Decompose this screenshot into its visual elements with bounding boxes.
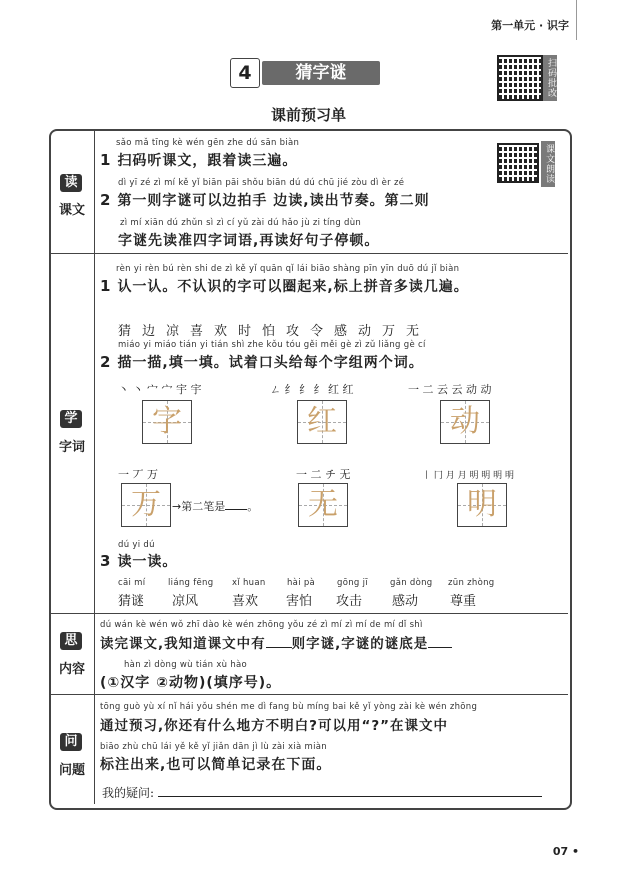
vocab-word: 攻击 xyxy=(336,594,363,609)
word-pinyin: cāi mí xyxy=(118,578,146,588)
read-badge: 读 xyxy=(60,174,82,192)
pinyin-line: sǎo mǎ tīng kè wén gēn zhe dú sān biàn xyxy=(116,138,300,148)
think-badge: 思 xyxy=(60,632,82,650)
doubt-label: 我的疑问: xyxy=(102,786,155,800)
tracing-char: 动 xyxy=(450,404,480,439)
read-item-2-text: 第一则字谜可以边拍手 边读,读出节奏。第二则 xyxy=(117,193,430,209)
stroke-order: 一 二 チ 无 xyxy=(296,468,351,481)
answer-blank[interactable] xyxy=(428,635,452,648)
qr-code-grading[interactable] xyxy=(497,55,543,101)
tracing-char: 万 xyxy=(131,487,161,522)
vocab-word: 害怕 xyxy=(286,594,313,609)
stroke-order: 丨 冂 月 月 明 明 明 明 xyxy=(422,471,515,481)
lesson-number: 4 xyxy=(230,58,260,88)
stroke-question: →第二笔是 。 xyxy=(172,497,258,514)
qr-code-reading[interactable] xyxy=(497,143,539,183)
row-divider xyxy=(51,253,568,254)
stroke-order: 一 二 云 云 动 动 xyxy=(408,383,492,396)
tracing-grid[interactable] xyxy=(121,483,171,527)
tracing-char: 无 xyxy=(308,487,338,522)
learn-badge: 学 xyxy=(60,410,82,428)
page-subtitle: 课前预习单 xyxy=(270,106,346,124)
pinyin-line: dì yī zé zì mí kě yǐ biān pāi shǒu biān dú dú chū jié zòu dì èr zé xyxy=(118,178,405,188)
answer-blank[interactable] xyxy=(225,497,247,510)
read-item-1: 1 扫码听课文，跟着读三遍。 xyxy=(100,151,298,169)
page-corner-decoration xyxy=(576,0,617,40)
think-line-1 xyxy=(100,632,452,652)
ask-line-1: 通过预习,你还有什么地方不明白?可以用“?”在课文中 xyxy=(100,718,449,734)
learn-item-3: 3 读一读。 xyxy=(100,552,178,570)
think-line-1a: 读完课文,我知道课文中有 xyxy=(100,636,266,652)
qr-tag-grading: 扫码批改 xyxy=(543,55,557,101)
pinyin-line: zì mí xiān dú zhǔn sì zì cí yǔ zài dú hǎo jù zi tíng dùn xyxy=(120,218,362,228)
arrow-right-icon: → xyxy=(172,500,182,513)
think-line-1b: 则字谜,字谜的谜底是 xyxy=(291,636,429,652)
page-number: 07 • xyxy=(552,845,579,858)
word-pinyin: xǐ huan xyxy=(232,578,266,588)
vocab-word: 尊重 xyxy=(450,594,477,609)
page-number-text: 07 xyxy=(552,845,569,858)
word-pinyin: gǎn dòng xyxy=(390,578,433,588)
row-divider xyxy=(51,613,568,614)
doubt-row xyxy=(102,784,542,801)
learn-label: 字词 xyxy=(58,440,85,455)
read-item-1-text: 扫码听课文，跟着读三遍。 xyxy=(117,153,298,169)
vocab-word: 感动 xyxy=(392,594,419,609)
lesson-title-block xyxy=(230,58,382,88)
pinyin-line: miáo yi miáo tián yi tián shì zhe kǒu tóu gěi měi gè zì zǔ liǎng gè cí xyxy=(118,340,426,350)
stroke-order: 一 丆 万 xyxy=(118,468,158,481)
think-line-2: (①汉字 ②动物)(填序号)。 xyxy=(100,675,282,691)
vocab-word: 猜谜 xyxy=(118,594,145,609)
stroke-order: ㄥ 纟 纟 纟 红 红 xyxy=(270,383,354,396)
word-pinyin: hài pà xyxy=(287,578,316,588)
tracing-grid[interactable] xyxy=(457,483,507,527)
lesson-title: 猜字谜 xyxy=(262,61,380,85)
answer-blank[interactable] xyxy=(266,635,292,648)
read-item-2: 2 第一则字谜可以边拍手 边读,读出节奏。第二则 xyxy=(100,191,430,209)
pinyin-line: dú wán kè wén wǒ zhī dào kè wén zhōng yǒu zé zì mí zì mí de mí dǐ shì xyxy=(100,620,423,630)
row-divider xyxy=(51,694,568,695)
recognition-chars: 猜边凉喜欢时怕攻令感动万无 xyxy=(118,324,431,339)
tracing-char: 红 xyxy=(307,404,337,439)
word-pinyin: zūn zhòng xyxy=(448,578,495,588)
learn-item-3-text: 读一读。 xyxy=(117,554,178,570)
word-pinyin: liáng fēng xyxy=(168,578,214,588)
read-item-3-text: 字谜先读准四字词语,再读好句子停顿。 xyxy=(118,233,380,249)
learn-item-2: 2 描一描,填一填。试着口头给每个字组两个词。 xyxy=(100,353,424,371)
learn-item-1: 1 认一认。不认识的字可以圈起来,标上拼音多读几遍。 xyxy=(100,277,469,295)
pinyin-line: tōng guò yù xí nǐ hái yǒu shén me dì fang bù míng bai kě yǐ yòng zài kè wén zhōng xyxy=(100,702,478,712)
pinyin-line: dú yi dú xyxy=(118,540,155,550)
vocab-word: 凉风 xyxy=(172,594,199,609)
unit-header: 第一单元 · 识字 xyxy=(491,19,569,32)
ask-badge: 问 xyxy=(60,733,82,751)
tracing-grid[interactable] xyxy=(297,400,347,444)
read-label: 课文 xyxy=(58,203,85,218)
stroke-order: 丶 丶 宀 宀 宇 宇 xyxy=(118,383,202,396)
column-divider xyxy=(94,131,95,804)
tracing-grid[interactable] xyxy=(440,400,490,444)
tracing-grid[interactable] xyxy=(298,483,348,527)
tracing-grid[interactable] xyxy=(142,400,192,444)
ask-label: 问题 xyxy=(58,763,85,778)
word-pinyin: gōng jī xyxy=(337,578,368,588)
stroke-question-text: 第二笔是 xyxy=(181,500,226,513)
learn-item-1-text: 认一认。不认识的字可以圈起来,标上拼音多读几遍。 xyxy=(117,279,469,295)
pinyin-line: hàn zì dòng wù tián xù hào xyxy=(124,660,248,670)
qr-tag-reading: 课文朗读 xyxy=(541,141,555,187)
ask-line-2: 标注出来,也可以简单记录在下面。 xyxy=(100,757,332,773)
learn-item-2-text: 描一描,填一填。试着口头给每个字组两个词。 xyxy=(117,355,424,371)
pinyin-line: rèn yi rèn bú rèn shi de zì kě yǐ quān qǐ lái biāo shàng pīn yīn duō dú jǐ biàn xyxy=(116,264,460,274)
vocab-word: 喜欢 xyxy=(232,594,259,609)
doubt-input-line[interactable] xyxy=(158,784,542,797)
tracing-char: 明 xyxy=(467,487,497,522)
tracing-char: 字 xyxy=(152,404,182,439)
pinyin-line: biāo zhù chū lái yě kě yǐ jiǎn dān jì lù zài xià miàn xyxy=(100,742,327,752)
think-label: 内容 xyxy=(58,662,85,677)
